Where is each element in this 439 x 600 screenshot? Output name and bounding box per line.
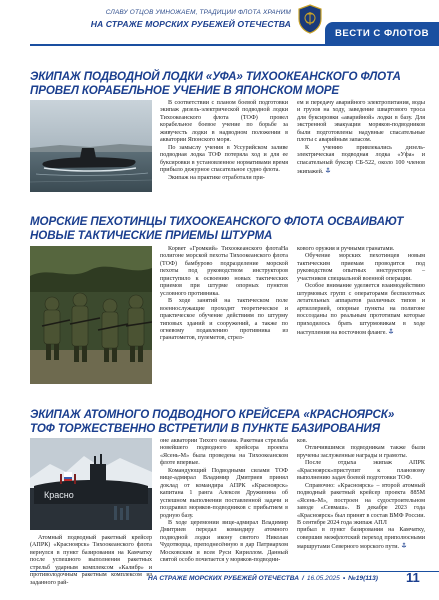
paragraph: В соответствии с планом боевой подготовки экипаж дизель-электрической подводной лодки Тихоокеанского флота (ТОФ) провел корабельное боевое учение по борьбе за живучесть лодки в надводном положении в акватории Японского моря. — [160, 100, 288, 144]
anchor-icon — [325, 167, 331, 173]
anchor-icon — [401, 542, 407, 548]
paragraph: Справочно: «Красноярск» – второй атомный подводный ракетный крейсер проекта 885М «Ясень-М», построен на судостроительном заводе «Севмаш». В декабре 2023 года «Красноярск» был принят в состав ВМФ России. В сентябре 2024 года экипаж АПЛ — [297, 482, 425, 526]
footer-date: 16.05.2025 — [306, 575, 340, 582]
section-tab: ВЕСТИ С ФЛОТОВ — [325, 22, 439, 44]
article-3-headline-line-2: ТОФ ТОРЖЕСТВЕННО ВСТРЕТИЛИ В ПУНКТЕ БАЗИРОВАНИЯ — [30, 422, 381, 435]
paragraph: После отдыха экипаж АПРК «Красноярск»приступит к плановому выполнению задач боевой подготовки ТОФ. — [297, 460, 425, 482]
article-2-column-2 — [297, 246, 425, 337]
article-3-column-3 — [297, 438, 425, 552]
article-3-column-1 — [30, 535, 152, 587]
article-2-headline-line-1: МОРСКИЕ ПЕХОТИНЦЫ ТИХООКЕАНСКОГО ФЛОТА ОСВАИВАЮТ — [30, 215, 404, 228]
paragraph-text: прибыл в пункт базирования на Камчатку, совершив межфлотский переход приполюсными маршрутами Северного морского пути. — [297, 527, 425, 551]
paragraph: В ходе церемонии вице-адмирал Владимир Дмитриев передал командиру атомного подводной лодки икону святого Николая Чудотворца, преподнесённую в дар Патриархом Московским и всея Руси Кириллом. Данный святой особо почитается у моряков-подводни- — [160, 519, 288, 564]
paragraph — [297, 283, 425, 337]
header-motto: СЛАВУ ОТЦОВ УМНОЖАЕМ, ТРАДИЦИИ ФЛОТА ХРАНИМ — [105, 9, 291, 16]
paragraph: Обучение морских пехотинцев новым тактическим приемам проводится под руководством опытных инструкторов – участников специальной военной операции. — [297, 253, 425, 282]
article-1-headline-line-2: ПРОВЕЛ КОРАБЕЛЬНОЕ УЧЕНИЕ В ЯПОНСКОМ МОРЕ — [30, 84, 340, 97]
paragraph: Отличившимся подводникам также были вручены заслуженные награды и грамоты. — [297, 445, 425, 459]
page-number: 11 — [406, 570, 420, 585]
paragraph: оне акватории Тихого океана. Ракетная стрельба новейшего подводного крейсера проекта «Ясень-М» была проведена на Тихоокеанском флоте впервые. — [160, 438, 288, 467]
footer-separator: • — [342, 575, 346, 582]
navy-emblem-icon — [297, 4, 323, 34]
article-3-photo-cruiser — [30, 438, 152, 530]
footer-separator: / — [302, 575, 304, 582]
article-1-headline-line-1: ЭКИПАЖ ПОДВОДНОЙ ЛОДКИ «УФА» ТИХООКЕАНСКОГО ФЛОТА — [30, 70, 401, 83]
article-1-column-2 — [297, 100, 425, 177]
paragraph — [297, 145, 425, 177]
paragraph: кового оружия и ручными гранатами. — [297, 246, 395, 252]
paragraph-text: Особое внимание уделяется взаимодействию штурмовых групп с операторами беспилотных летательных аппаратов различных типов и артиллерией, опорные пункты на полигоне воссозданы по реальным прототипам которые приходилось брать штурмовикам в ходе наступления на восточном фланге. — [297, 283, 425, 336]
article-3-headline-line-1: ЭКИПАЖ АТОМНОГО ПОДВОДНОГО КРЕЙСЕРА «КРАСНОЯРСК» — [30, 408, 395, 421]
footer-issue: №19(113) — [348, 575, 378, 582]
paragraph — [297, 527, 425, 551]
paragraph: Атомный подводный ракетный крейсер (АПРК) «Красноярск» Тихоокеанского флота вернулся в пункт базирования на Камчатку после успешного выполнения ракетных стрельб ударным комплексом «Калибр» и противолодочным ракетным комплексом из заданного рай- — [30, 535, 152, 586]
article-2-photo-marines — [30, 246, 152, 384]
header-masthead: НА СТРАЖЕ МОРСКИХ РУБЕЖЕЙ ОТЕЧЕСТВА — [90, 19, 291, 29]
article-2-column-1 — [160, 246, 288, 343]
article-1-column-1 — [160, 100, 288, 182]
page-footer — [148, 575, 378, 582]
footer-masthead: НА СТРАЖЕ МОРСКИХ РУБЕЖЕЙ ОТЕЧЕСТВА — [148, 575, 299, 582]
paragraph: По замыслу учения в Уссурийском заливе подводная лодка ТОФ потеряла ход и для ее буксировки в установленное нормативами время прибыло дежурное спасательное судно флота. — [160, 144, 288, 174]
article-1-photo-submarine — [30, 100, 152, 192]
article-1-headline — [30, 70, 425, 98]
paragraph: В ходе занятий на тактическом поле военнослужащие проходят теоретическое и практическое обучение действиям по штурму типовых зданий и сооружений, а также по огневому подавлению противника из гранатометов, пулеметов, стрел- — [160, 298, 288, 342]
paragraph: ков. — [297, 438, 308, 444]
cruiser-hull-name: Красно — [44, 490, 74, 500]
article-2-headline — [30, 215, 425, 243]
paragraph-text: К учению привлекались дизель-электрическая подводная лодка «Уфа» и спасательный буксир СБ-522, около 100 членов экипажей. — [297, 144, 425, 176]
anchor-icon — [388, 328, 394, 334]
page-header — [0, 0, 439, 48]
header-divider — [30, 44, 439, 46]
paragraph: ем и передачу аварийного электропитания, воды и грузов на ходу, заведение швартового троса для буксировки «аварийной» лодки в базу. Для экстренной эвакуации моряков-подводников были подготовлены надувные спасательные плоты с аварийным запасом. — [297, 100, 425, 144]
article-3-headline — [30, 408, 425, 436]
footer-divider — [30, 571, 439, 572]
paragraph: Командующий Подводными силами ТОФ вице-адмирал Владимир Дмитриев принял доклад от командира АПРК «Красноярск» капитана 1 ранга Алексея Дружинина об успешном выполнении поставленной задачи и поздравил моряков-подводников с прибытием в родную базу. — [160, 467, 288, 519]
article-3-column-2 — [160, 438, 288, 565]
paragraph: Экипаж на практике отработали при- — [168, 174, 265, 181]
paragraph: Корвет «Громкий» Тихоокеанского флотаНа полигоне морской пехоты Тихоокеанского флота (ТОФ) бамбурово подразделение морской пехоты под руководством инструкторов приступило к освоению новых тактических приемов при штурме опорных пунктов условного противника. — [160, 246, 288, 297]
article-2-headline-line-2: НОВЫЕ ТАКТИЧЕСКИЕ ПРИЕМЫ ШТУРМА — [30, 229, 273, 242]
